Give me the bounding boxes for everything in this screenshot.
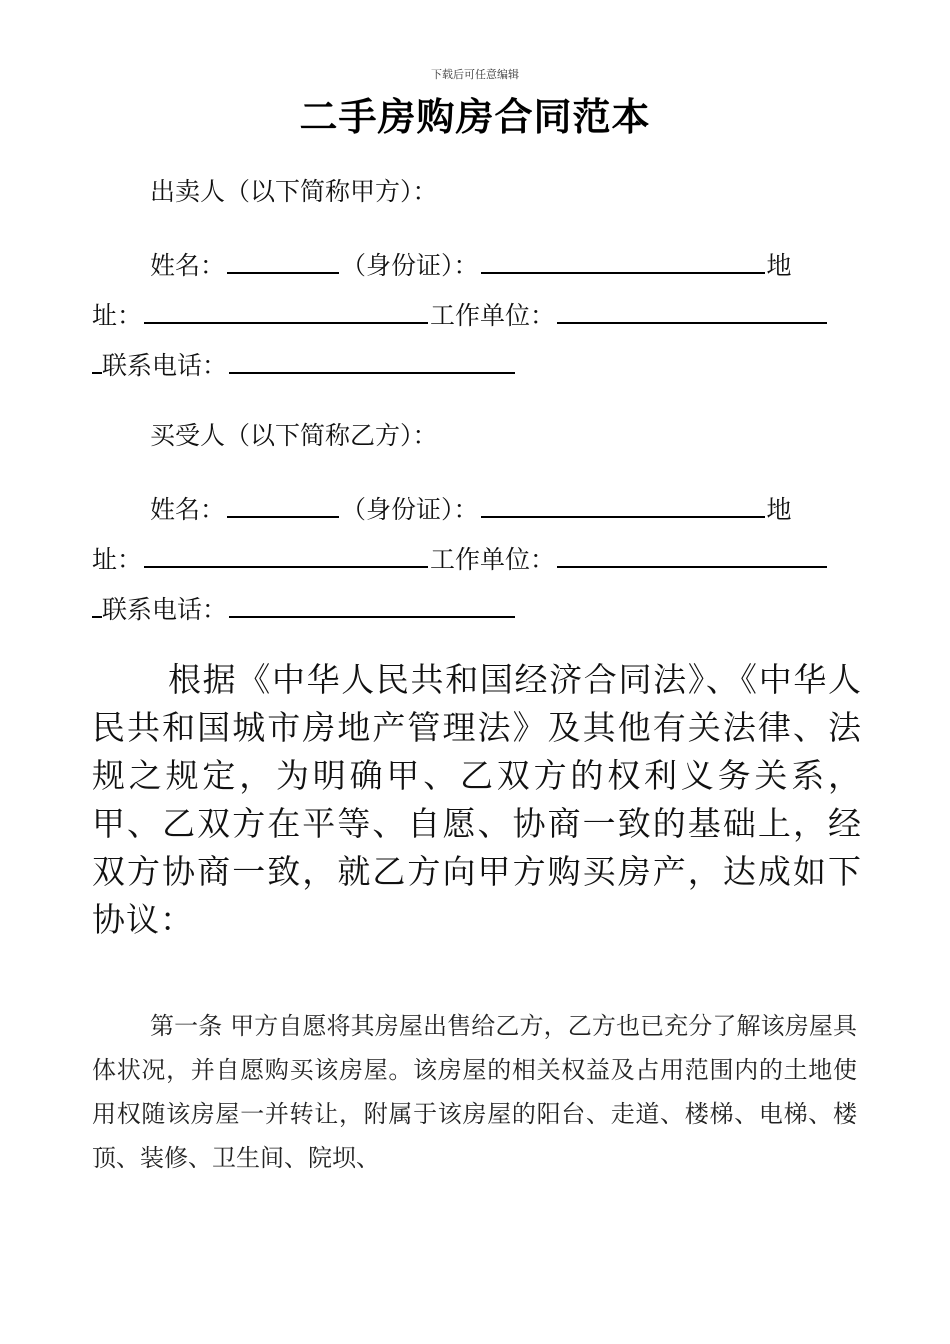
buyer-address-field[interactable]: [144, 542, 428, 568]
seller-work-label: 工作单位：: [430, 301, 556, 330]
seller-id-field[interactable]: [481, 248, 765, 274]
buyer-work-field-continued[interactable]: [92, 592, 102, 618]
buyer-address-label-2: 址：: [92, 545, 143, 574]
seller-work-field-continued[interactable]: [92, 348, 102, 374]
seller-row-phone: [92, 348, 862, 382]
seller-phone-field[interactable]: [229, 348, 515, 374]
buyer-phone-label: 联系电话：: [102, 595, 228, 624]
buyer-row-address: [92, 542, 862, 576]
preamble-paragraph: 根据《中华人民共和国经济合同法》、《中华人民共和国城市房地产管理法》及其他有关法律、法规之规定，为明确甲、乙双方的权利义务关系，甲、乙双方在平等、自愿、协商一致的基础上，经双方协商一致，就乙方向甲方购买房产，达成如下协议：: [92, 660, 862, 939]
buyer-work-field[interactable]: [557, 542, 827, 568]
buyer-row-name: [150, 492, 862, 526]
buyer-name-label: 姓名：: [150, 495, 226, 524]
seller-address-field[interactable]: [144, 298, 428, 324]
seller-row-name: [150, 248, 862, 282]
article-1-paragraph: 第一条 甲方自愿将其房屋出售给乙方，乙方也已充分了解该房屋具体状况，并自愿购买该房屋。该房屋的相关权益及占用范围内的土地使用权随该房屋一并转让，附属于该房屋的阳台、走道、楼梯、电梯、楼顶、装修、卫生间、院坝、: [92, 1012, 857, 1172]
buyer-id-label: （身份证）：: [341, 495, 479, 524]
buyer-row-phone: [92, 592, 862, 626]
buyer-name-field[interactable]: [227, 492, 339, 518]
buyer-id-field[interactable]: [481, 492, 765, 518]
buyer-heading: 买受人（以下简称乙方）：: [150, 421, 438, 450]
seller-name-label: 姓名：: [150, 251, 226, 280]
seller-address-label-2: 址：: [92, 301, 143, 330]
buyer-address-label-1: 地: [766, 495, 792, 524]
seller-phone-label: 联系电话：: [102, 351, 228, 380]
seller-work-field[interactable]: [557, 298, 827, 324]
buyer-work-label: 工作单位：: [430, 545, 556, 574]
buyer-phone-field[interactable]: [229, 592, 515, 618]
document-title: 二手房购房合同范本: [299, 94, 651, 139]
header-note: 下载后可任意编辑: [431, 68, 519, 81]
seller-row-address: [92, 298, 862, 332]
preamble-block: [92, 656, 862, 944]
seller-id-label: （身份证）：: [341, 251, 479, 280]
article-1-block: [92, 1004, 857, 1180]
seller-heading: 出卖人（以下简称甲方）：: [150, 177, 438, 206]
seller-address-label-1: 地: [766, 251, 792, 280]
seller-name-field[interactable]: [227, 248, 339, 274]
